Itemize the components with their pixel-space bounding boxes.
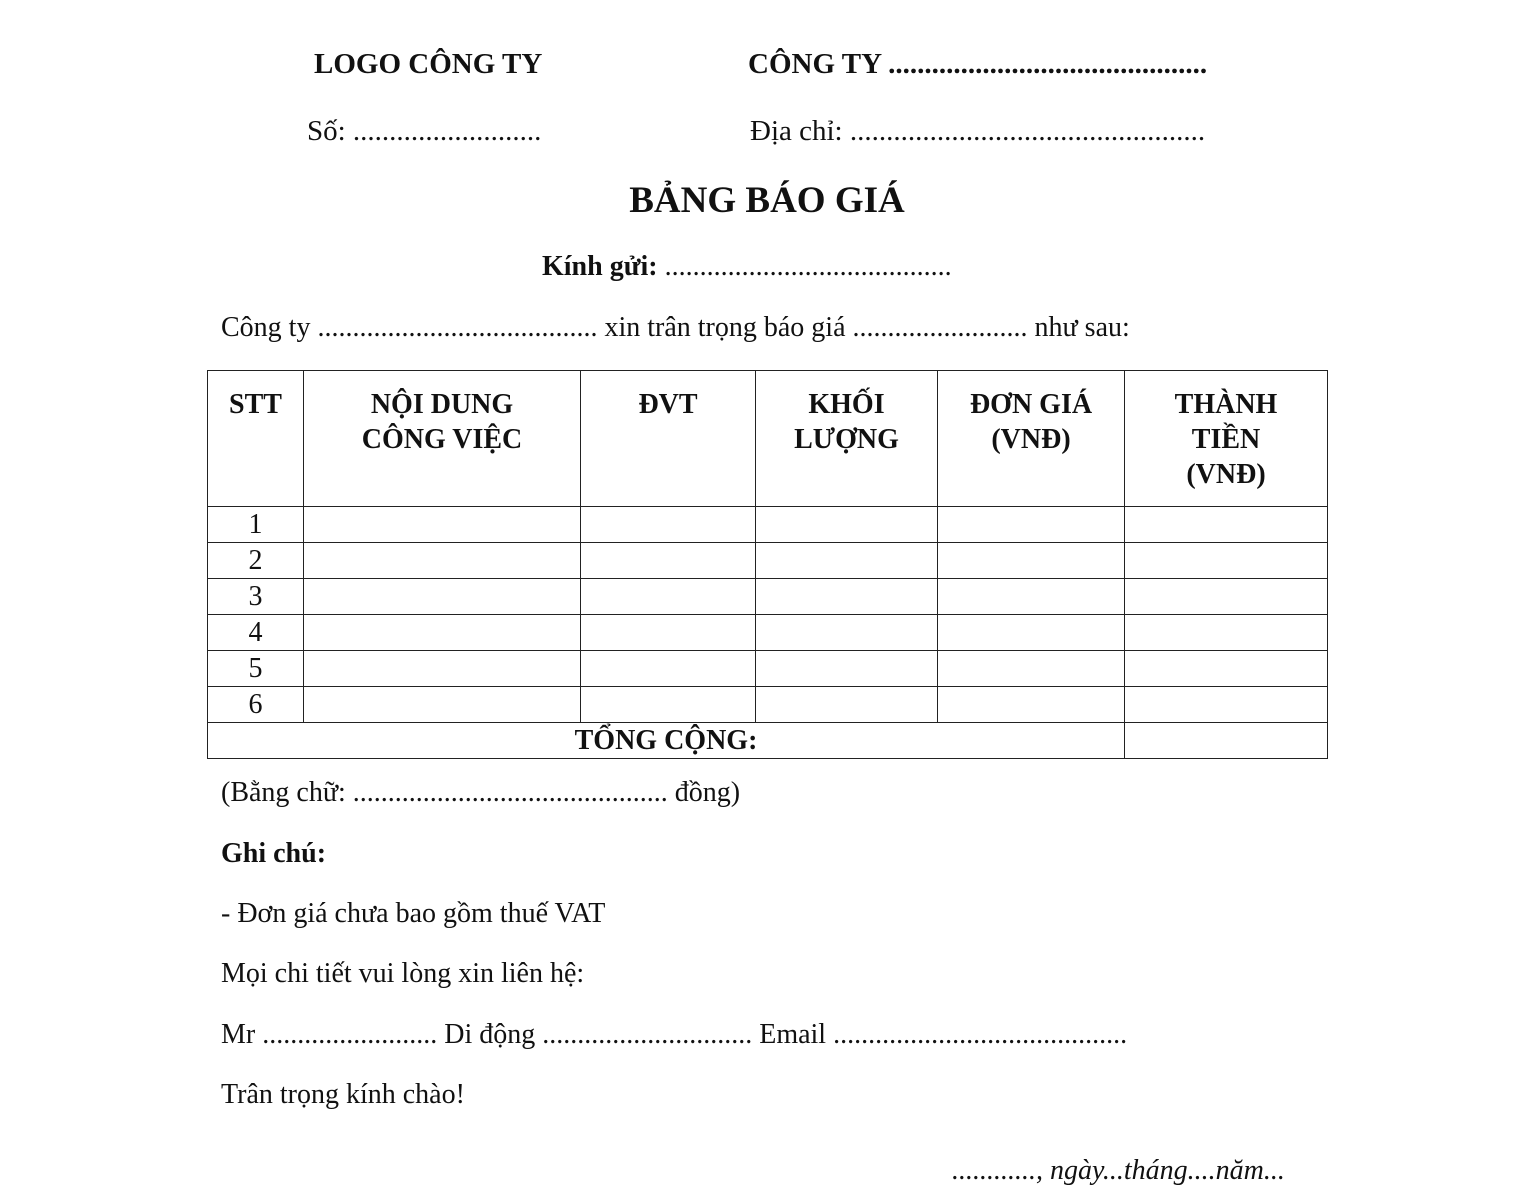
table-cell-unit bbox=[581, 651, 756, 687]
table-total-row bbox=[208, 723, 1328, 759]
contact-intro: Mọi chi tiết vui lòng xin liên hệ: bbox=[221, 958, 585, 989]
table-cell-quantity bbox=[756, 507, 938, 543]
table-cell-amount bbox=[1125, 507, 1328, 543]
table-cell-work-content bbox=[304, 507, 581, 543]
table-cell-amount bbox=[1125, 687, 1328, 723]
table-cell-unit-price bbox=[938, 651, 1125, 687]
column-header-work-content: NỘI DUNG CÔNG VIỆC bbox=[304, 371, 581, 507]
table-row bbox=[208, 687, 1328, 723]
logo-placeholder: LOGO CÔNG TY bbox=[314, 48, 543, 80]
table-row bbox=[208, 579, 1328, 615]
date-place-line: ............, ngày...tháng....năm... bbox=[952, 1155, 1285, 1186]
table-cell-unit-price bbox=[938, 687, 1125, 723]
table-cell-quantity bbox=[756, 543, 938, 579]
column-header-unit-price: ĐƠN GIÁ (VNĐ) bbox=[938, 371, 1125, 507]
recipient-label: Kính gửi: bbox=[542, 251, 658, 282]
notes-heading: Ghi chú: bbox=[221, 838, 327, 869]
table-header-row bbox=[208, 371, 1328, 507]
table-row bbox=[208, 615, 1328, 651]
table-cell-work-content bbox=[304, 579, 581, 615]
table-cell-quantity bbox=[756, 651, 938, 687]
table-cell-work-content bbox=[304, 543, 581, 579]
table-row bbox=[208, 651, 1328, 687]
table-cell-unit-price bbox=[938, 615, 1125, 651]
table-cell-amount bbox=[1125, 651, 1328, 687]
table-cell-amount bbox=[1125, 543, 1328, 579]
total-value bbox=[1125, 723, 1328, 759]
table-cell-unit bbox=[581, 579, 756, 615]
table-cell-stt: 1 bbox=[208, 507, 304, 543]
recipient-line bbox=[542, 251, 952, 283]
table-cell-work-content bbox=[304, 615, 581, 651]
amount-in-words-line: (Bằng chữ: ............................................. đồng) bbox=[221, 777, 741, 808]
table-cell-stt: 3 bbox=[208, 579, 304, 615]
quote-table bbox=[207, 370, 1328, 759]
document-number-line: Số: .......................... bbox=[307, 115, 542, 147]
table-cell-stt: 5 bbox=[208, 651, 304, 687]
table-cell-unit bbox=[581, 687, 756, 723]
table-cell-unit bbox=[581, 507, 756, 543]
document-title: BẢNG BÁO GIÁ bbox=[629, 180, 905, 221]
table-cell-work-content bbox=[304, 651, 581, 687]
company-address-line: Địa chỉ: ................................................. bbox=[750, 115, 1206, 147]
table-cell-unit-price bbox=[938, 507, 1125, 543]
closing-line: Trân trọng kính chào! bbox=[221, 1079, 465, 1110]
column-header-amount: THÀNH TIỀN (VNĐ) bbox=[1125, 371, 1328, 507]
table-cell-quantity bbox=[756, 579, 938, 615]
table-cell-unit bbox=[581, 543, 756, 579]
intro-sentence: Công ty ........................................ xin trân trọng báo giá ......................... như sau: bbox=[221, 312, 1130, 343]
table-cell-stt: 2 bbox=[208, 543, 304, 579]
table-cell-quantity bbox=[756, 687, 938, 723]
table-row bbox=[208, 507, 1328, 543]
total-label: TỔNG CỘNG: bbox=[208, 723, 1125, 759]
column-header-stt: STT bbox=[208, 371, 304, 507]
table-cell-amount bbox=[1125, 579, 1328, 615]
table-row bbox=[208, 543, 1328, 579]
company-name-line: CÔNG TY ............................................ bbox=[748, 48, 1208, 80]
recipient-blank: ......................................... bbox=[657, 251, 952, 282]
table-cell-stt: 4 bbox=[208, 615, 304, 651]
table-cell-unit-price bbox=[938, 543, 1125, 579]
column-header-unit: ĐVT bbox=[581, 371, 756, 507]
table-cell-unit bbox=[581, 615, 756, 651]
table-cell-unit-price bbox=[938, 579, 1125, 615]
table-cell-quantity bbox=[756, 615, 938, 651]
column-header-quantity: KHỐI LƯỢNG bbox=[756, 371, 938, 507]
table-cell-stt: 6 bbox=[208, 687, 304, 723]
vat-note: - Đơn giá chưa bao gồm thuế VAT bbox=[221, 898, 606, 929]
contact-details-line: Mr ......................... Di động .............................. Email .......................................... bbox=[221, 1019, 1128, 1050]
table-cell-amount bbox=[1125, 615, 1328, 651]
table-cell-work-content bbox=[304, 687, 581, 723]
